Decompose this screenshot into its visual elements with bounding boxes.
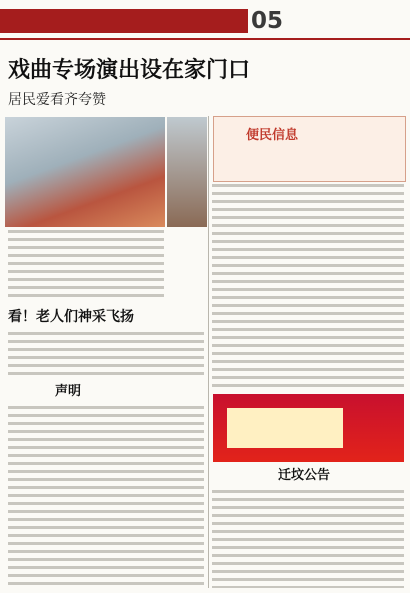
info-box — [213, 116, 406, 182]
article-column-placeholder — [8, 230, 164, 300]
stage-photo — [5, 117, 165, 227]
page-number: 05 — [251, 8, 284, 34]
masthead-rule — [0, 38, 410, 40]
listing-column-placeholder — [212, 184, 404, 390]
masthead-band — [0, 9, 248, 33]
grave-notice-placeholder — [212, 490, 404, 588]
subheadline: 居民爱看齐夸赞 — [8, 92, 106, 108]
info-heading: 便民信息 — [246, 128, 299, 143]
article-column-placeholder — [8, 332, 204, 378]
grave-notice-heading: 迁坟公告 — [278, 468, 331, 483]
advertisement-panel — [227, 408, 343, 448]
notice-column-placeholder — [8, 406, 204, 588]
column-divider — [208, 116, 209, 588]
masthead — [0, 0, 410, 52]
photo-strip — [167, 117, 207, 227]
section-heading: 看！老人们神采飞扬 — [8, 309, 134, 325]
notice-heading: 声明 — [55, 384, 82, 399]
advertisement — [213, 394, 404, 462]
headline: 戏曲专场演出设在家门口 — [8, 58, 251, 83]
